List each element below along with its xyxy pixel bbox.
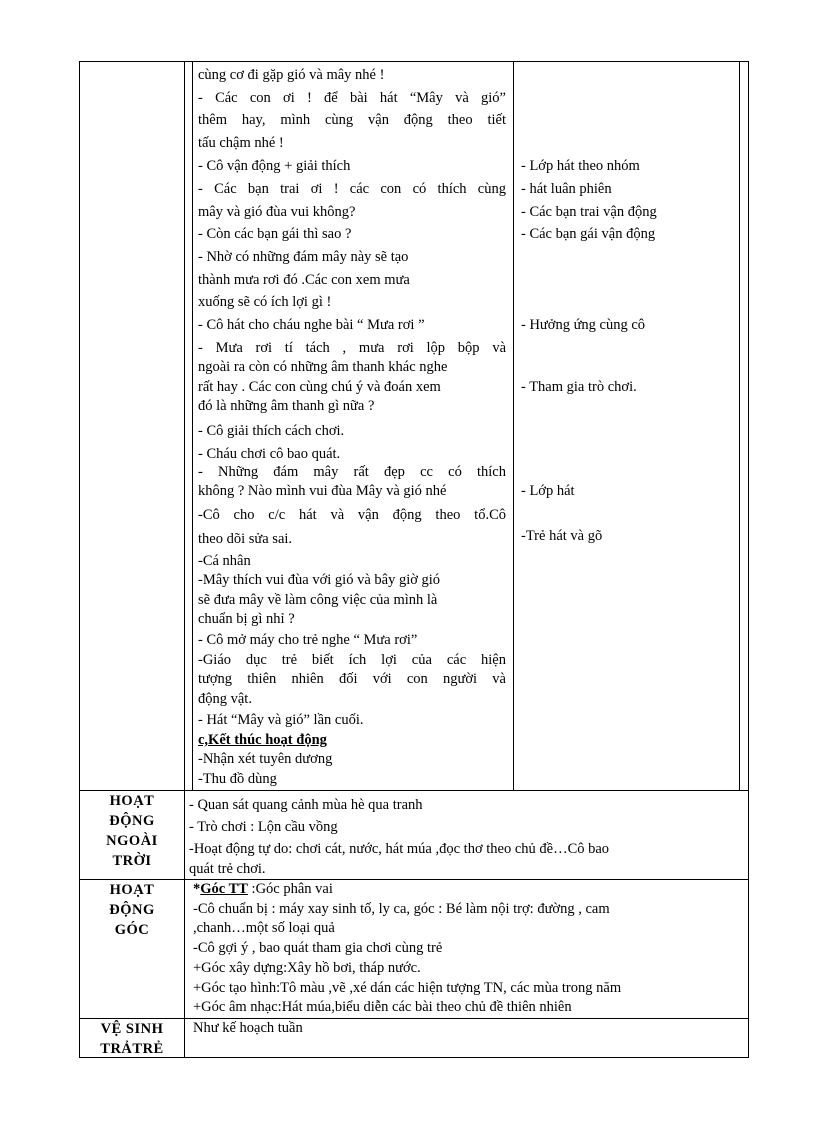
table-border-right	[748, 61, 749, 1058]
teacher-line: -Cô cho c/c hát và vận động theo tổ.Cô	[198, 507, 506, 523]
label-line: HOẠT	[109, 882, 155, 898]
label-line: NGOÀI	[106, 833, 158, 849]
teacher-line: -Nhận xét tuyên dương	[198, 751, 333, 767]
teacher-line: - Các con ơi ! để bài hát “Mây và gió”	[198, 90, 506, 106]
label-line: ĐỘNG	[109, 902, 155, 918]
teacher-line: rất hay . Các con cùng chú ý và đoán xem	[198, 379, 441, 395]
heading-underlined: Góc TT	[200, 881, 248, 897]
child-line: - hát luân phiên	[521, 181, 612, 197]
teacher-line: - Các bạn trai ơi ! các con có thích cùng	[198, 181, 506, 197]
label-line: GÓC	[114, 922, 150, 938]
corner-line: -Cô gợi ý , bao quát tham gia chơi cùng trẻ	[193, 940, 443, 956]
teacher-line: theo dõi sửa sai.	[198, 531, 293, 547]
outdoor-label	[80, 791, 184, 871]
corner-line: +Góc xây dựng:Xây hồ bơi, tháp nước.	[193, 960, 421, 976]
outdoor-line: -Hoạt động tự do: chơi cát, nước, hát múa ,đọc thơ theo chủ đề…Cô bao	[189, 841, 610, 857]
teacher-line: sẽ đưa mây về làm công việc của mình là	[198, 592, 438, 608]
teacher-line: thêm hay, mình cùng vận động theo tiết	[198, 112, 506, 128]
corner-line: ,chanh…một số loại quả	[193, 920, 335, 936]
teacher-line: - Hát “Mây và gió” lần cuối.	[198, 712, 364, 728]
table-border-top	[79, 61, 749, 62]
teacher-line: - Còn các bạn gái thì sao ?	[198, 226, 352, 242]
child-line: - Hưởng ứng cùng cô	[521, 317, 646, 333]
outdoor-line: quát trẻ chơi.	[189, 861, 266, 877]
teacher-line: xuống sẽ có ích lợi gì !	[198, 294, 332, 310]
teacher-line: đó là những âm thanh gì nữa ?	[198, 398, 375, 414]
child-line: - Lớp hát	[521, 483, 575, 499]
teacher-line: - Mưa rơi tí tách , mưa rơi lộp bộp và	[198, 340, 506, 356]
teacher-line: không ? Nào mình vui đùa Mây và gió nhé	[198, 483, 447, 499]
outdoor-line: - Quan sát quang cảnh mùa hè qua tranh	[189, 797, 423, 813]
column-divider-right	[739, 61, 740, 790]
label-line: ĐỘNG	[109, 813, 155, 829]
teacher-line: tượng thiên nhiên đối với con người và	[198, 671, 506, 687]
teacher-line: -Mây thích vui đùa với gió và bây giờ gió	[198, 572, 441, 588]
heading-prefix: *	[193, 881, 201, 897]
child-line: -Trẻ hát và gõ	[521, 528, 603, 544]
child-line: - Tham gia trò chơi.	[521, 379, 637, 395]
heading-rest: :Góc phân vai	[247, 881, 333, 897]
child-line: - Các bạn gái vận động	[521, 226, 656, 242]
section-heading-end-activity: c,Kết thúc hoạt động	[198, 732, 327, 748]
teacher-line: -Thu đồ dùng	[198, 771, 277, 787]
column-divider-teacher	[192, 61, 193, 790]
hygiene-label	[80, 1019, 184, 1059]
teacher-line: - Cô giải thích cách chơi.	[198, 423, 345, 439]
label-line: HOẠT	[109, 793, 155, 809]
column-divider-child	[513, 61, 514, 790]
outdoor-line: - Trò chơi : Lộn cầu vồng	[189, 819, 338, 835]
teacher-line: chuẩn bị gì nhỉ ?	[198, 611, 295, 627]
teacher-line: -Cá nhân	[198, 553, 251, 569]
label-line: TRẢTRẺ	[100, 1041, 164, 1057]
corner-label	[80, 880, 184, 940]
label-line: VỆ SINH	[100, 1021, 164, 1037]
teacher-line: - Những đám mây rất đẹp cc có thích	[198, 464, 506, 480]
teacher-line: - Cô vận động + giải thích	[198, 158, 351, 174]
teacher-line: - Cô hát cho cháu nghe bài “ Mưa rơi ”	[198, 317, 425, 333]
child-line: - Các bạn trai vận động	[521, 204, 657, 220]
teacher-line: - Nhờ có những đám mây này sẽ tạo	[198, 249, 409, 265]
teacher-line: -Giáo dục trẻ biết ích lợi của các hiện	[198, 652, 506, 668]
teacher-line: mây và gió đùa vui không?	[198, 204, 356, 220]
corner-line: +Góc tạo hình:Tô màu ,vẽ ,xé dán các hiện tượng TN, các mùa trong năm	[193, 980, 622, 996]
corner-heading	[193, 880, 333, 898]
teacher-line: - Cháu chơi cô bao quát.	[198, 446, 341, 462]
teacher-line: cùng cơ đi gặp gió và mây nhé !	[198, 67, 385, 83]
teacher-line: ngoài ra còn có những âm thanh khác nghe	[198, 359, 448, 375]
teacher-line: tấu chậm nhé !	[198, 135, 284, 151]
child-line: - Lớp hát theo nhóm	[521, 158, 640, 174]
teacher-line: thành mưa rơi đó .Các con xem mưa	[198, 272, 410, 288]
teacher-line: động vật.	[198, 691, 252, 707]
column-divider-label	[184, 61, 185, 1058]
teacher-line: - Cô mở máy cho trẻ nghe “ Mưa rơi”	[198, 632, 418, 648]
label-line: TRỜI	[112, 853, 152, 869]
hygiene-text: Như kế hoạch tuần	[193, 1020, 303, 1036]
corner-line: -Cô chuẩn bị : máy xay sinh tố, ly ca, góc : Bé làm nội trợ: đường , cam	[193, 901, 610, 917]
corner-line: +Góc âm nhạc:Hát múa,biểu diễn các bài theo chủ đề thiên nhiên	[193, 999, 572, 1015]
